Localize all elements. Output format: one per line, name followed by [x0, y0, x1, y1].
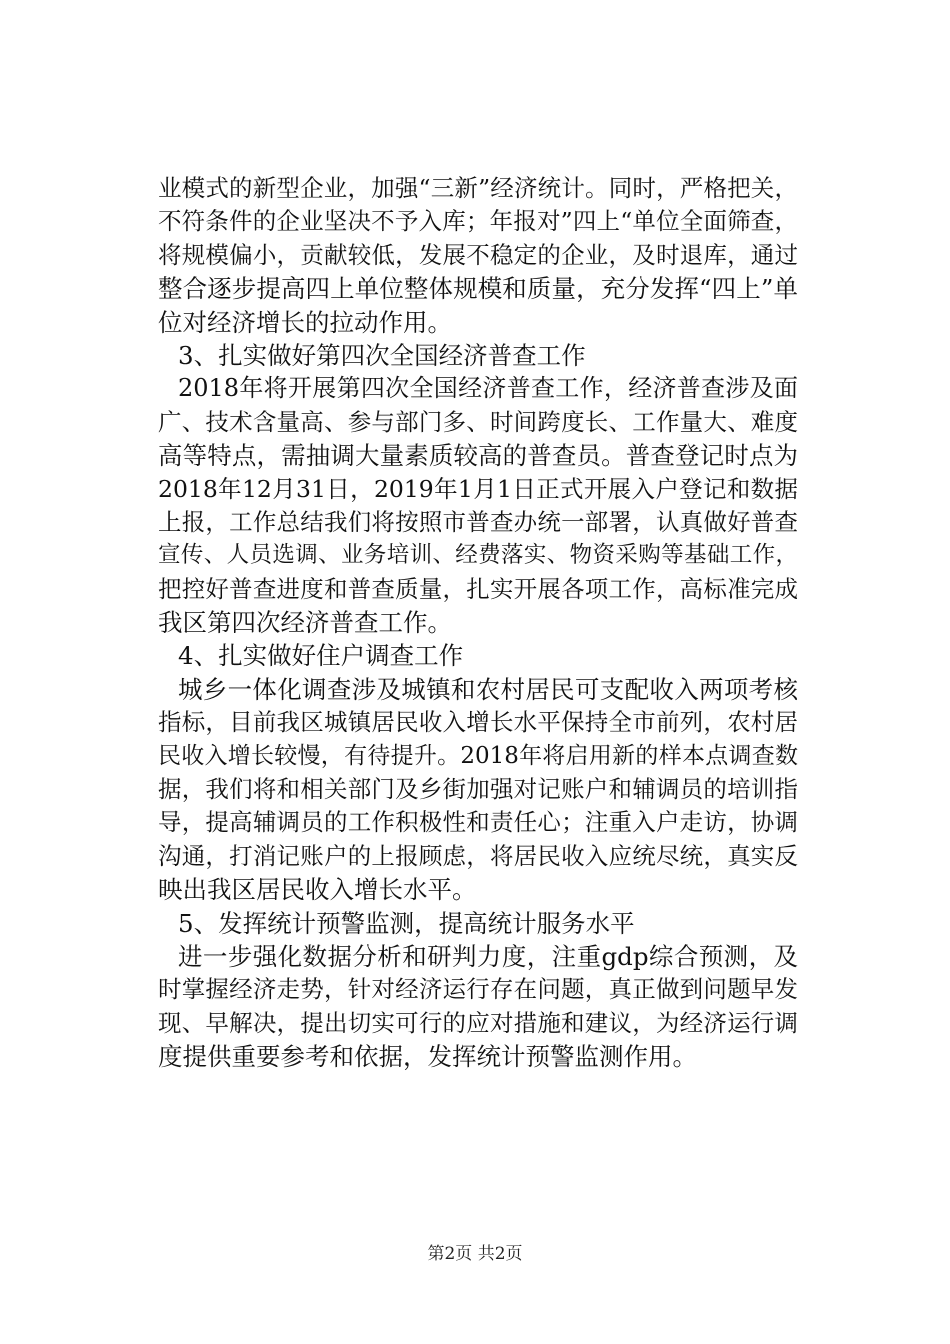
text-line: 据，我们将和相关部门及乡街加强对记账户和辅调员的培训指: [158, 775, 798, 804]
section-heading: 5、发挥统计预警监测，提高统计服务水平: [178, 908, 635, 938]
text-line: 导，提高辅调员的工作积极性和责任心；注重入户走访，协调: [158, 808, 798, 837]
text-line: 度提供重要参考和依据，发挥统计预警监测作用。: [158, 1042, 697, 1072]
text-line: 映出我区居民收入增长水平。: [158, 875, 477, 905]
text-line: 城乡一体化调查涉及城镇和农村居民可支配收入两项考核: [178, 674, 798, 704]
section-heading: 4、扎实做好住户调查工作: [178, 641, 464, 671]
text-line: 位对经济增长的拉动作用。: [158, 307, 452, 337]
text-line: 我区第四次经济普查工作。: [158, 608, 452, 638]
text-line: 广、技术含量高、参与部门多、时间跨度长、工作量大、难度: [158, 407, 798, 436]
text-line: 高等特点，需抽调大量素质较高的普查员。普查登记时点为: [158, 441, 798, 471]
page-footer: 第2页 共2页: [427, 1244, 523, 1264]
text-line: 指标，目前我区城镇居民收入增长水平保持全市前列，农村居: [158, 708, 798, 737]
text-line: 宣传、人员选调、业务培训、经费落实、物资采购等基础工作，: [158, 542, 798, 569]
text-line: 整合逐步提高四上单位整体规模和质量，充分发挥“四上”单: [158, 274, 798, 304]
text-line: 业模式的新型企业，加强“三新”经济统计。同时，严格把关，: [158, 174, 798, 202]
text-line: 2018年12月31日，2019年1月1日正式开展入户登记和数据: [158, 474, 798, 503]
section-heading: 3、扎实做好第四次全国经济普查工作: [178, 340, 586, 370]
document-body: [158, 172, 798, 1074]
text-line: 将规模偏小，贡献较低，发展不稳定的企业，及时退库，通过: [158, 240, 798, 269]
text-line: 沟通，打消记账户的上报顾虑，将居民收入应统尽统，真实反: [158, 841, 798, 870]
text-line: 时掌握经济走势，针对经济运行存在问题，真正做到问题早发: [158, 975, 798, 1004]
text-line: 进一步强化数据分析和研判力度，注重gdp综合预测，及: [178, 941, 798, 971]
text-line: 民收入增长较慢，有待提升。2018年将启用新的样本点调查数: [158, 742, 798, 769]
text-line: 现、早解决，提出切实可行的应对措施和建议，为经济运行调: [158, 1008, 798, 1037]
text-line: 不符条件的企业坚决不予入库；年报对”四上“单位全面筛查，: [158, 207, 798, 236]
text-line: 上报，工作总结我们将按照市普查办统一部署，认真做好普查: [158, 507, 798, 536]
text-line: 2018年将开展第四次全国经济普查工作，经济普查涉及面: [178, 374, 798, 403]
text-line: 把控好普查进度和普查质量，扎实开展各项工作，高标准完成: [158, 574, 798, 603]
